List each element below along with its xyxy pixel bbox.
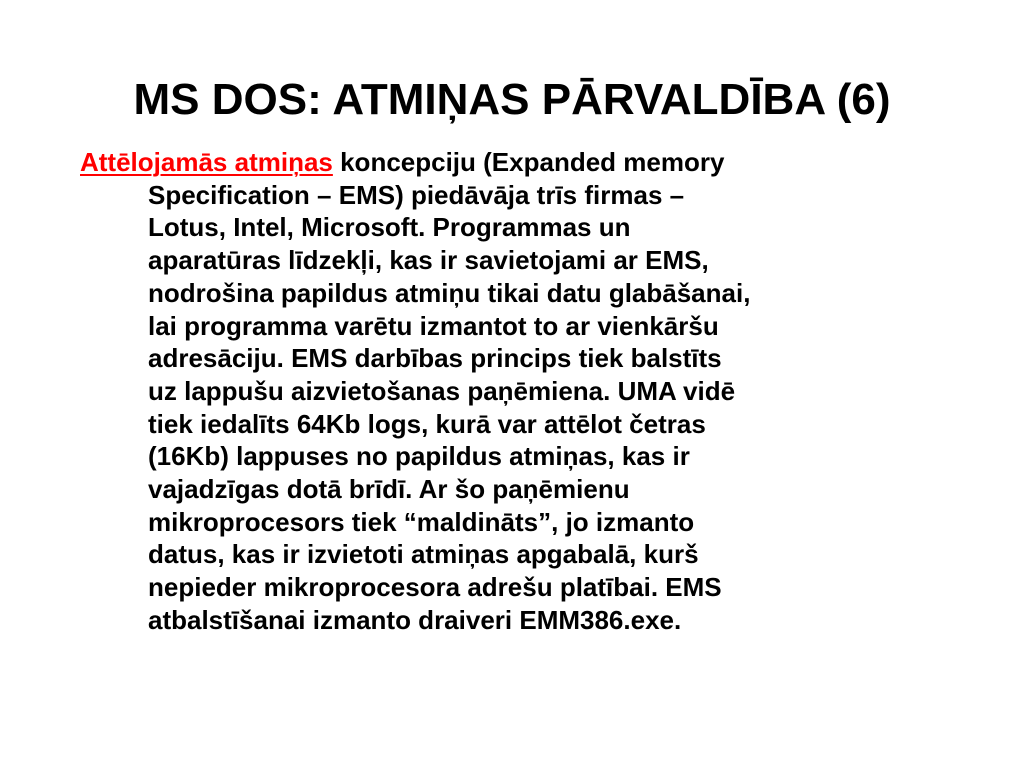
slide-title: MS DOS: ATMIŅAS PĀRVALDĪBA (6) xyxy=(133,75,891,124)
paragraph-line: mikroprocesors tiek “maldināts”, jo izmanto xyxy=(148,506,695,537)
expanded-memory-term-link[interactable]: Attēlojamās atmiņas xyxy=(80,147,333,177)
paragraph-line: Lotus, Intel, Microsoft. Programmas un xyxy=(148,212,631,243)
paragraph-line: lai programma varētu izmantot to ar vienkāršu xyxy=(148,310,719,341)
paragraph-line: nepieder mikroprocesora adrešu platībai. EMS xyxy=(148,572,722,603)
paragraph-line: tiek iedalīts 64Kb logs, kurā var attēlot četras xyxy=(148,408,706,439)
slide-paragraph xyxy=(80,146,948,637)
paragraph-line: vajadzīgas dotā brīdī. Ar šo paņēmienu xyxy=(148,474,630,505)
paragraph-line: atbalstīšanai izmanto draiveri EMM386.exe. xyxy=(148,604,682,635)
paragraph-line: (16Kb) lappuses no papildus atmiņas, kas ir xyxy=(148,441,690,472)
paragraph-line: datus, kas ir izvietoti atmiņas apgabalā, kurš xyxy=(148,539,699,570)
paragraph-first-line-text: koncepciju (Expanded memory xyxy=(332,147,725,177)
paragraph-line: nodrošina papildus atmiņu tikai datu glabāšanai, xyxy=(148,277,751,308)
paragraph-first-line xyxy=(80,146,948,179)
paragraph-line: uz lappušu aizvietošanas paņēmiena. UMA vidē xyxy=(148,375,736,406)
paragraph-line: Specification – EMS) piedāvāja trīs firmas – xyxy=(148,179,685,210)
paragraph-line: adresāciju. EMS darbības princips tiek balstīts xyxy=(148,343,722,374)
paragraph-line: aparatūras līdzekļi, kas ir savietojami ar EMS, xyxy=(148,245,709,276)
